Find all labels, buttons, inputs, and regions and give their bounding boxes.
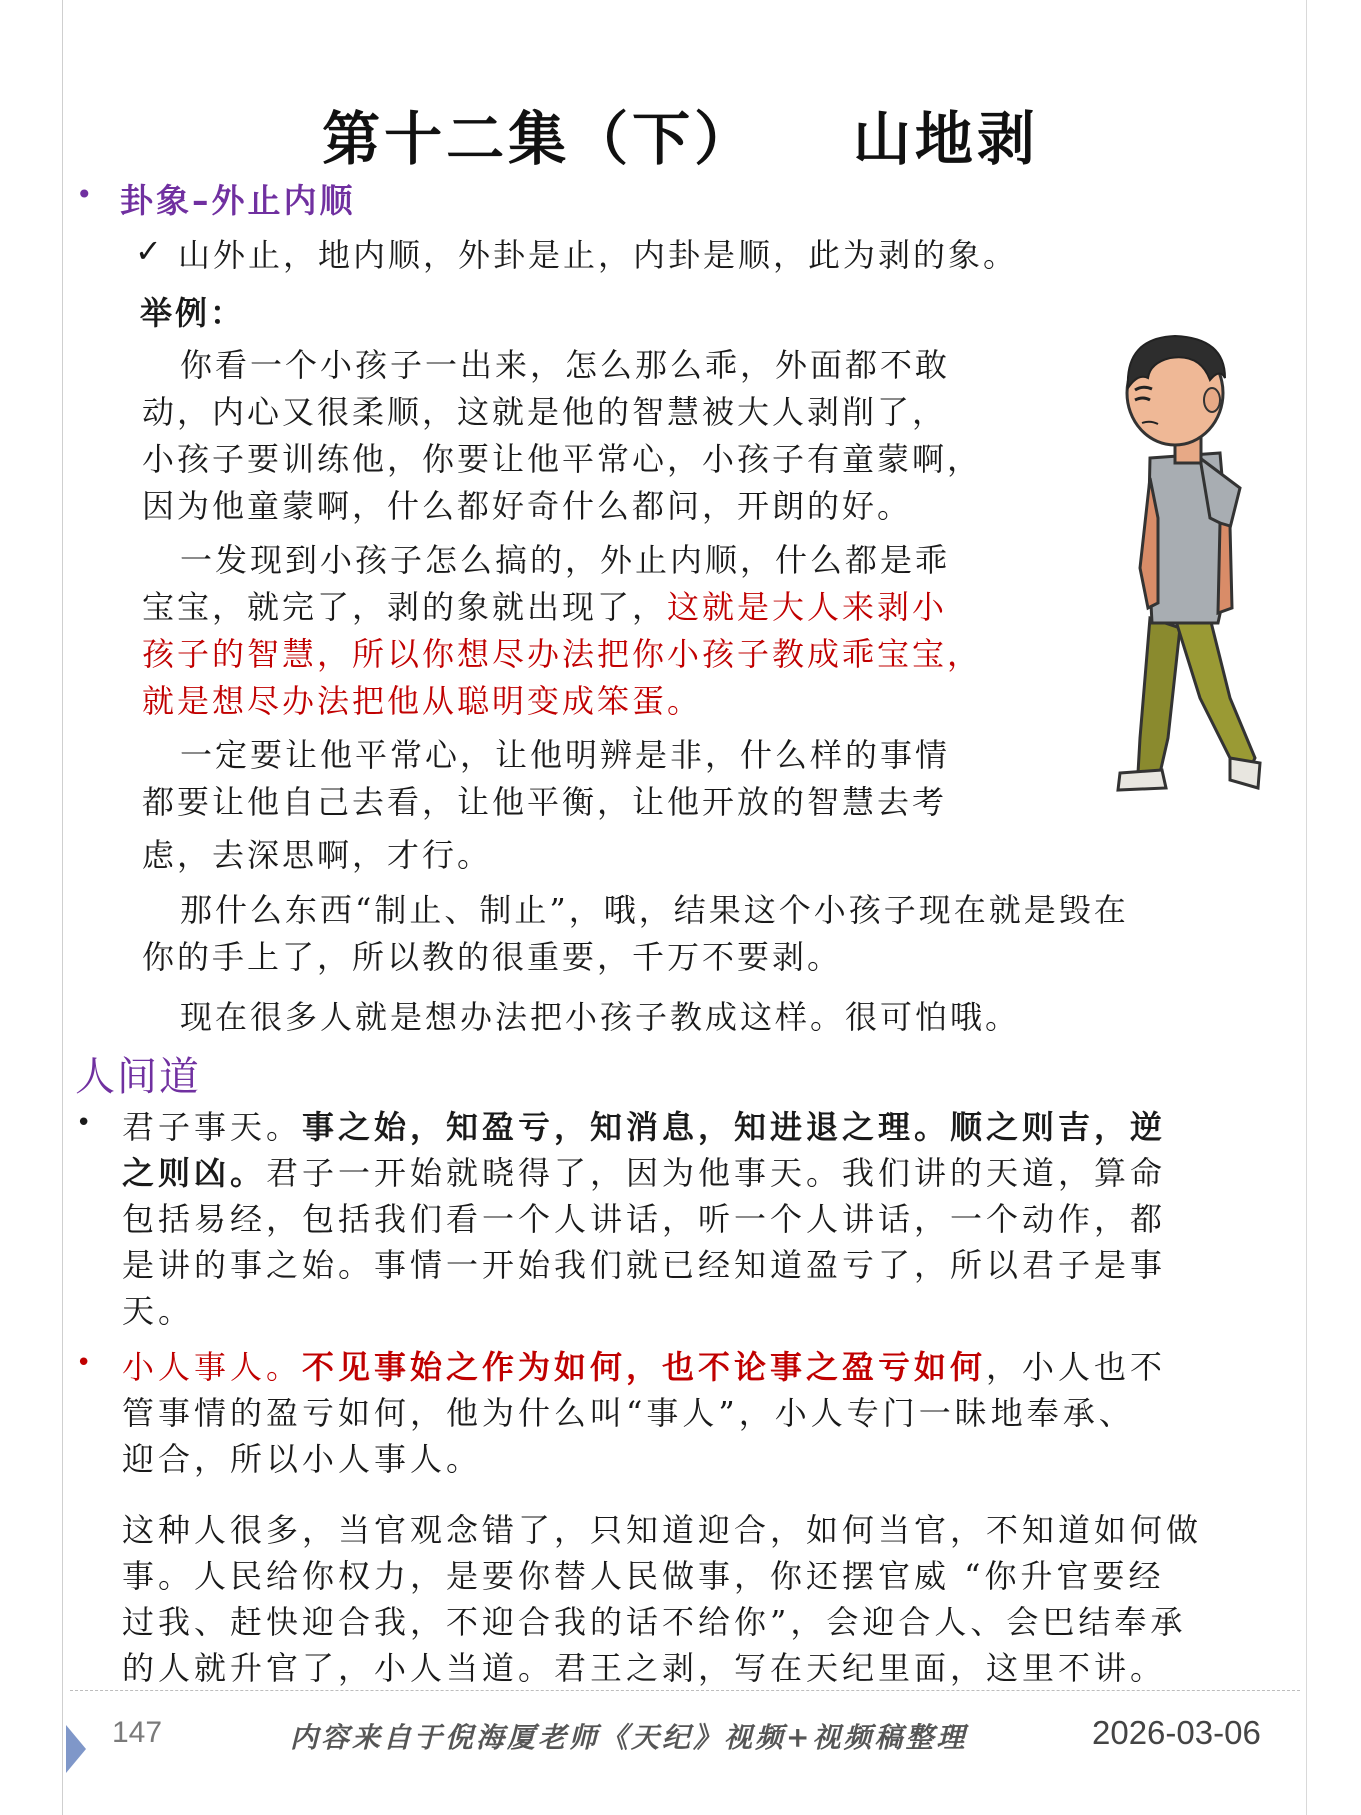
para1-line: 你看一个小孩子一出来，怎么那么乖，外面都不敢 [180,346,951,384]
para1-line: 因为他童蒙啊，什么都好奇什么都问，开朗的好。 [142,487,913,525]
para2-highlight: 孩子的智慧，所以你想尽办法把你小孩子教成乖宝宝， [142,635,983,673]
renjian-para-line: 过我、赶快迎合我，不迎合我的话不给你”，会迎合人、会巴结奉承 [122,1603,1187,1641]
footer-source: 内容来自于倪海厦老师《天纪》视频+视频稿整理 [290,1721,968,1754]
junzi-text: 天。 [122,1292,195,1330]
page-border-right [1306,0,1307,1815]
bullet-icon: • [76,178,93,211]
xiaoren-red-text: 小人事人。 [122,1348,303,1386]
junzi-text: 是讲的事之始。事情一开始我们就已经知道盈亏了，所以君子是事 [122,1246,1167,1284]
walking-boy-illustration [1080,318,1280,818]
footer-divider [70,1690,1300,1691]
check-text: 山外止，地内顺，外卦是止，内卦是顺，此为剥的象。 [178,236,1019,274]
xiaoren-text: 管事情的盈亏如何，他为什么叫“事人”，小人专门一昧地奉承、 [122,1394,1135,1432]
bullet-icon: • [76,1348,92,1378]
para2-text: 宝宝，就完了，剥的象就出现了， [142,588,668,626]
para2-highlight: 就是想尽办法把他从聪明变成笨蛋。 [142,682,703,720]
xiaoren-red-bold-text: 不见事始之作为如何，也不论事之盈亏如何 [302,1348,987,1386]
renjian-para-line: 事。人民给你权力，是要你替人民做事，你还摆官威 “你升官要经 [122,1557,1165,1595]
footer-date: 2026-03-06 [1092,1714,1261,1751]
section-heading-guaxiang: 卦象–外止内顺 [120,181,356,220]
section-heading-renjiandao: 人间道 [75,1054,201,1100]
xiaoren-text: 迎合，所以小人事人。 [122,1440,483,1478]
para3-line: 虑，去深思啊，才行。 [142,836,493,874]
para1-line: 小孩子要训练他，你要让他平常心，小孩子有童蒙啊， [142,440,983,478]
page-number: 147 [112,1716,163,1749]
junzi-bold-text: 事之始，知盈亏，知消息，知进退之理。顺之则吉，逆 [302,1108,1167,1146]
para2-highlight: 这就是大人来剥小 [667,588,948,626]
para4-line: 那什么东西“制止、制止”，哦，结果这个小孩子现在就是毁在 [180,891,1129,929]
para5-line: 现在很多人就是想办法把小孩子教成这样。很可怕哦。 [180,998,1021,1036]
para3-line: 一定要让他平常心，让他明辨是非，什么样的事情 [180,736,951,774]
page-border-left [62,0,63,1815]
para2-line: 一发现到小孩子怎么搞的，外止内顺，什么都是乖 [180,541,951,579]
junzi-text: 君子事天。 [122,1108,303,1146]
renjian-para-line: 的人就升官了，小人当道。君王之剥，写在天纪里面，这里不讲。 [122,1649,1167,1687]
checkmark-icon: ✓ [135,232,165,270]
junzi-text: 君子一开始就晓得了，因为他事天。我们讲的天道，算命 [266,1154,1167,1192]
bullet-icon: • [76,1108,92,1138]
junzi-bold-text: 之则凶。 [122,1154,267,1192]
renjian-para-line: 这种人很多，当官观念错了，只知道迎合，如何当官，不知道如何做 [122,1511,1203,1549]
triangle-marker-icon [66,1725,86,1773]
junzi-text: 包括易经，包括我们看一个人讲话，听一个人讲话，一个动作，都 [122,1200,1167,1238]
para3-line: 都要让他自己去看，让他平衡，让他开放的智慧去考 [142,783,948,821]
page-title: 第十二集（下） 山地剥 [322,105,1039,173]
example-label: 举例： [140,294,246,332]
xiaoren-text: ，小人也不 [986,1348,1167,1386]
para4-line: 你的手上了，所以教的很重要，千万不要剥。 [142,938,843,976]
para1-line: 动，内心又很柔顺，这就是他的智慧被大人剥削了， [142,393,948,431]
